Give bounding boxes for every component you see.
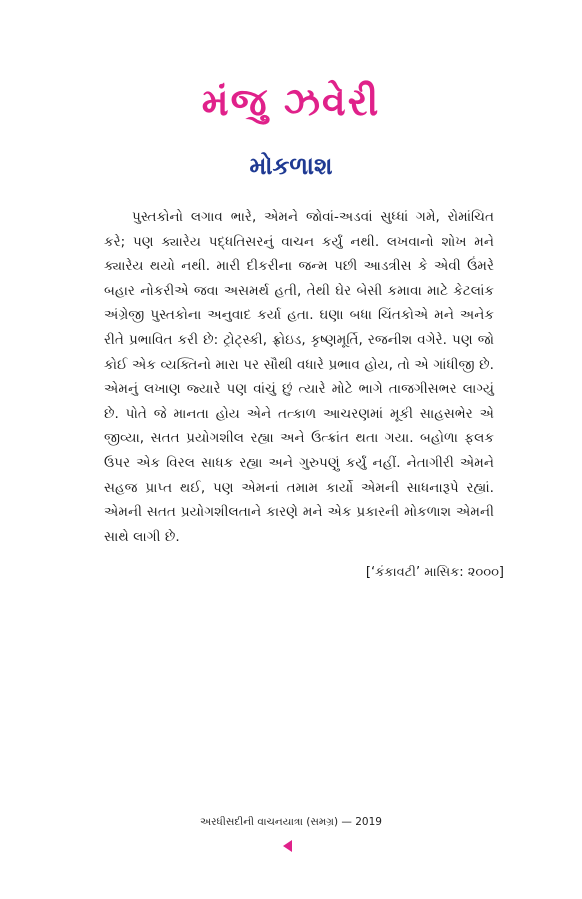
article-body [104, 205, 494, 549]
author-name: મંજુ ઝવેરી [201, 80, 381, 124]
page-title: મોકળાશ [249, 152, 333, 180]
body-paragraph: પુસ્તકોનો લગાવ ભારે, એમને જોવાં-અડવાં સુધ્ધાં ગમે, રોમાંચિત કરે; પણ ક્યારેય પદ્ધતિસરનું વાચન કર્યું નથી. લખવાનો શોખ મને ક્યારેય થયો નથી. મારી દીકરીના જન્મ પછી આડત્રીસ કે એવી ઉંમરે બહાર નોકરીએ જવા અસમર્થ હતી, તેથી ઘેર બેસી કમાવા માટે કેટલાંક અંગ્રેજી પુસ્તકોના અનુવાદ કર્યા હતા. ઘણા બધા ચિંતકોએ મને અનેક રીતે પ્રભાવિત કરી છે: ટ્રોટ્સ્કી, ફ્રોઇડ, કૃષ્ણમૂર્તિ, રજનીશ વગેરે. પણ જો કોઈ એક વ્યક્તિનો મારા પર સૌથી વધારે પ્રભાવ હોય, તો એ ગાંધીજી છે. એમનું લખાણ જ્યારે પણ વાંચું છું ત્યારે મોટે ભાગે તાજગીસભર લાગ્યું છે. પોતે જે માનતા હોય એને તત્કાળ આચરણમાં મૂકી સાહસભેર એ જીવ્યા, સતત પ્રયોગશીલ રહ્યા અને ઉત્ક્રાંત થતા ગયા. બહોળા ફલક ઉપર એક વિરલ સાધક રહ્યા અને ગુરુપણું કર્યું નહીં. નેતાગીરી એમને સહજ પ્રાપ્ત થઈ, પણ એમનાં તમામ કાર્યો એમની સાધનારૂપે રહ્યાં. એમની સતત પ્રયોગશીલતાને કારણે મને એક પ્રકારની મોકળાશ એમની સાથે લાગી છે. [104, 209, 494, 545]
source-citation: [‘કંકાવટી’ માસિક: ૨૦૦૦] [365, 565, 504, 580]
previous-page-arrow-icon[interactable] [283, 840, 292, 852]
page-footer: અરધીસદીની વાચનયાત્રા (સમગ્ર) — 2019 [200, 816, 382, 828]
